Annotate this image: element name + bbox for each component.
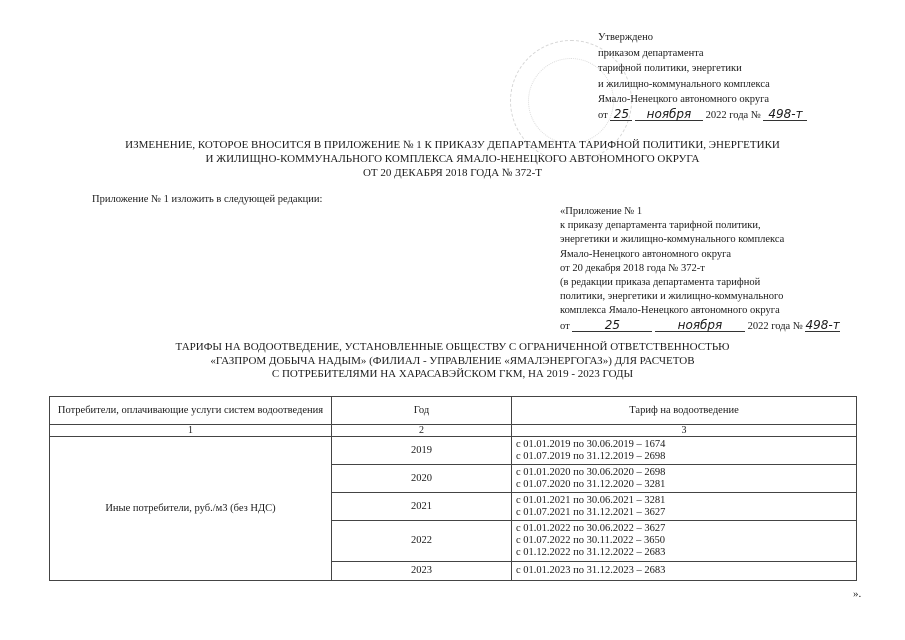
date-month: ноября xyxy=(635,108,703,121)
tariff-table xyxy=(49,396,857,581)
tariff-cell xyxy=(512,437,857,465)
appendix-line: к приказу департамента тарифной политики, xyxy=(560,220,761,232)
approval-line: Ямало-Ненецкого автономного округа xyxy=(598,94,770,105)
tariff-line: с 01.07.2019 по 31.12.2019 – 2698 xyxy=(516,450,666,462)
table-row xyxy=(50,437,857,465)
approval-line: и жилищно-коммунального комплекса xyxy=(598,78,770,90)
approval-line: приказом департамента xyxy=(598,47,704,59)
tariff-cell xyxy=(512,465,857,493)
tariff-cell xyxy=(512,562,857,581)
tariff-line: с 01.01.2022 по 30.06.2022 – 3627 xyxy=(516,523,666,534)
tariff-line: с 01.01.2021 по 30.06.2021 – 3281 xyxy=(516,494,666,506)
tariff-line: с 01.07.2021 по 31.12.2021 – 3627 xyxy=(516,506,666,518)
appendix-line: энергетики и жилищно-коммунального комплекса xyxy=(560,234,785,246)
table-header-row xyxy=(50,397,857,425)
tariff-line: с 01.07.2022 по 30.11.2022 – 3650 xyxy=(516,535,666,546)
heading-line: И ЖИЛИЩНО-КОММУНАЛЬНОГО КОМПЛЕКСА ЯМАЛО-НЕНЕЦКОГО АВТОНОМНОГО ОКРУГА xyxy=(205,153,700,165)
tariff-title xyxy=(0,341,905,382)
date-year: 2022 года № xyxy=(705,109,761,121)
col-number: 1 xyxy=(50,425,332,437)
approval-block xyxy=(598,30,807,123)
tariff-line: с 01.01.2023 по 31.12.2023 – 2683 xyxy=(516,565,666,576)
document-heading xyxy=(0,138,905,180)
approval-line: тарифной политики, энергетики xyxy=(598,63,742,74)
appendix-line: комплекса Ямало-Ненецкого автономного округа xyxy=(560,305,780,317)
order-number: 498-т xyxy=(763,108,807,121)
tariff-cell xyxy=(512,521,857,562)
tariff-line: с 01.12.2022 по 31.12.2022 – 2683 xyxy=(516,547,666,558)
appendix-line: от 20 декабря 2018 года № 372-т xyxy=(560,262,705,274)
year-cell: 2021 xyxy=(332,493,512,521)
approval-line: Утверждено xyxy=(598,32,653,43)
tariff-line: с 01.01.2020 по 30.06.2020 – 2698 xyxy=(516,466,666,478)
year-cell: 2022 xyxy=(332,521,512,562)
tariff-line: с 01.07.2020 по 31.12.2020 – 3281 xyxy=(516,478,666,490)
date-day: 25 xyxy=(610,108,632,121)
heading-line: ИЗМЕНЕНИЕ, КОТОРОЕ ВНОСИТСЯ В ПРИЛОЖЕНИЕ № 1 К ПРИКАЗУ ДЕПАРТАМЕНТА ТАРИФНОЙ ПОЛИТИКИ, ЭНЕРГЕТИКИ xyxy=(125,139,780,151)
appendix-block xyxy=(560,205,840,334)
appendix-line: (в редакции приказа департамента тарифной xyxy=(560,277,761,289)
appendix-date-line xyxy=(560,319,840,334)
closing-quote: ». xyxy=(853,588,862,600)
year-cell: 2023 xyxy=(332,562,512,581)
consumer-cell: Иные потребители, руб./м3 (без НДС) xyxy=(50,437,332,581)
approval-date-line xyxy=(598,108,807,124)
date-prefix: от xyxy=(560,320,570,332)
appendix-line: Ямало-Ненецкого автономного округа xyxy=(560,248,732,260)
header-consumers: Потребители, оплачивающие услуги систем водоотведения xyxy=(50,397,332,425)
date-year: 2022 года № xyxy=(747,320,803,332)
tariff-title-line: «ГАЗПРОМ ДОБЫЧА НАДЫМ» (ФИЛИАЛ - УПРАВЛЕНИЕ «ЯМАЛЭНЕРГОГАЗ») ДЛЯ РАСЧЕТОВ xyxy=(210,354,695,367)
tariff-cell xyxy=(512,493,857,521)
date-day: 25 xyxy=(572,319,652,332)
appendix-line: политики, энергетики и жилищно-коммунального xyxy=(560,291,784,303)
header-year: Год xyxy=(332,397,512,425)
order-number: 498-т xyxy=(805,317,840,332)
appendix-line: «Приложение № 1 xyxy=(560,206,643,217)
header-tariff: Тариф на водоотведение xyxy=(512,397,857,425)
date-prefix: от xyxy=(598,109,608,121)
tariff-title-line: ТАРИФЫ НА ВОДООТВЕДЕНИЕ, УСТАНОВЛЕННЫЕ ОБЩЕСТВУ С ОГРАНИЧЕННОЙ ОТВЕТСТВЕННОСТЬЮ xyxy=(175,341,730,353)
col-number: 3 xyxy=(512,425,857,437)
col-number: 2 xyxy=(332,425,512,437)
year-cell: 2020 xyxy=(332,465,512,493)
date-month: ноября xyxy=(655,319,745,332)
heading-line: ОТ 20 ДЕКАБРЯ 2018 ГОДА № 372-Т xyxy=(362,167,543,179)
intro-text: Приложение № 1 изложить в следующей редакции: xyxy=(92,194,323,205)
tariff-line: с 01.01.2019 по 30.06.2019 – 1674 xyxy=(516,438,666,450)
table-column-numbers xyxy=(50,425,857,437)
tariff-title-line: С ПОТРЕБИТЕЛЯМИ НА ХАРАСАВЭЙСКОМ ГКМ, НА 2019 - 2023 ГОДЫ xyxy=(271,368,634,380)
year-cell: 2019 xyxy=(332,437,512,465)
